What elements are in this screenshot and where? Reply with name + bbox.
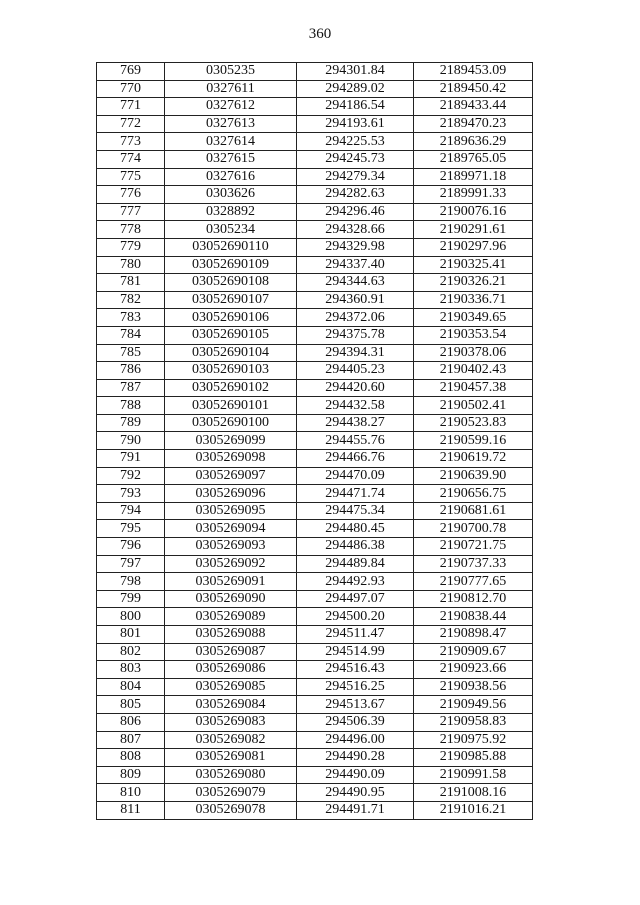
table-row [97,749,533,767]
y-coordinate-cell: 2189453.09 [414,63,533,81]
point-id-cell: 03052690105 [165,326,297,344]
point-number-cell: 807 [97,731,165,749]
x-coordinate-cell: 294516.25 [297,678,414,696]
point-number-cell: 786 [97,362,165,380]
point-number-cell: 804 [97,678,165,696]
point-number-cell: 793 [97,485,165,503]
table-row [97,397,533,415]
y-coordinate-cell: 2190777.65 [414,573,533,591]
point-id-cell: 03052690102 [165,379,297,397]
y-coordinate-cell: 2189450.42 [414,80,533,98]
table-row [97,467,533,485]
y-coordinate-cell: 2190737.33 [414,555,533,573]
x-coordinate-cell: 294328.66 [297,221,414,239]
x-coordinate-cell: 294514.99 [297,643,414,661]
y-coordinate-cell: 2190923.66 [414,661,533,679]
table-row [97,203,533,221]
y-coordinate-cell: 2189991.33 [414,186,533,204]
y-coordinate-cell: 2190599.16 [414,432,533,450]
x-coordinate-cell: 294486.38 [297,538,414,556]
point-number-cell: 778 [97,221,165,239]
y-coordinate-cell: 2190938.56 [414,678,533,696]
table-row [97,678,533,696]
table-row [97,274,533,292]
x-coordinate-cell: 294496.00 [297,731,414,749]
table-row [97,379,533,397]
point-number-cell: 788 [97,397,165,415]
table-row [97,168,533,186]
point-id-cell: 0327615 [165,150,297,168]
point-number-cell: 784 [97,326,165,344]
point-id-cell: 0305269082 [165,731,297,749]
point-id-cell: 0305234 [165,221,297,239]
y-coordinate-cell: 2190681.61 [414,502,533,520]
table-row [97,766,533,784]
point-id-cell: 0327612 [165,98,297,116]
x-coordinate-cell: 294506.39 [297,713,414,731]
y-coordinate-cell: 2190985.88 [414,749,533,767]
y-coordinate-cell: 2190336.71 [414,291,533,309]
x-coordinate-cell: 294516.43 [297,661,414,679]
y-coordinate-cell: 2190402.43 [414,362,533,380]
x-coordinate-cell: 294470.09 [297,467,414,485]
table-row [97,555,533,573]
y-coordinate-cell: 2190349.65 [414,309,533,327]
point-number-cell: 799 [97,590,165,608]
y-coordinate-cell: 2190975.92 [414,731,533,749]
point-id-cell: 0327613 [165,115,297,133]
x-coordinate-cell: 294491.71 [297,801,414,819]
y-coordinate-cell: 2189433.44 [414,98,533,116]
table-row [97,291,533,309]
table-row [97,731,533,749]
point-number-cell: 772 [97,115,165,133]
point-number-cell: 787 [97,379,165,397]
point-id-cell: 0305269091 [165,573,297,591]
table-row [97,502,533,520]
point-number-cell: 775 [97,168,165,186]
table-row [97,326,533,344]
table-row [97,221,533,239]
point-number-cell: 796 [97,538,165,556]
point-number-cell: 782 [97,291,165,309]
y-coordinate-cell: 2190700.78 [414,520,533,538]
x-coordinate-cell: 294471.74 [297,485,414,503]
x-coordinate-cell: 294372.06 [297,309,414,327]
table-row [97,590,533,608]
table-row [97,432,533,450]
point-number-cell: 790 [97,432,165,450]
point-id-cell: 0305269095 [165,502,297,520]
table-row [97,115,533,133]
table-row [97,450,533,468]
table-row [97,309,533,327]
coordinates-table [96,62,533,820]
point-number-cell: 806 [97,713,165,731]
y-coordinate-cell: 2190619.72 [414,450,533,468]
y-coordinate-cell: 2190639.90 [414,467,533,485]
y-coordinate-cell: 2190991.58 [414,766,533,784]
table-row [97,573,533,591]
point-number-cell: 769 [97,63,165,81]
y-coordinate-cell: 2189765.05 [414,150,533,168]
point-number-cell: 795 [97,520,165,538]
x-coordinate-cell: 294455.76 [297,432,414,450]
point-id-cell: 0305269092 [165,555,297,573]
y-coordinate-cell: 2190076.16 [414,203,533,221]
x-coordinate-cell: 294282.63 [297,186,414,204]
y-coordinate-cell: 2190325.41 [414,256,533,274]
point-id-cell: 0305269088 [165,626,297,644]
x-coordinate-cell: 294301.84 [297,63,414,81]
point-id-cell: 0305235 [165,63,297,81]
table-row [97,362,533,380]
table-row [97,150,533,168]
table-row [97,98,533,116]
x-coordinate-cell: 294329.98 [297,238,414,256]
x-coordinate-cell: 294513.67 [297,696,414,714]
x-coordinate-cell: 294480.45 [297,520,414,538]
point-number-cell: 789 [97,414,165,432]
y-coordinate-cell: 2190378.06 [414,344,533,362]
point-id-cell: 0303626 [165,186,297,204]
x-coordinate-cell: 294360.91 [297,291,414,309]
y-coordinate-cell: 2190958.83 [414,713,533,731]
table-row [97,80,533,98]
point-number-cell: 776 [97,186,165,204]
table-row [97,186,533,204]
point-id-cell: 0327614 [165,133,297,151]
x-coordinate-cell: 294497.07 [297,590,414,608]
x-coordinate-cell: 294490.95 [297,784,414,802]
point-id-cell: 03052690109 [165,256,297,274]
point-id-cell: 03052690106 [165,309,297,327]
table-row [97,643,533,661]
y-coordinate-cell: 2189470.23 [414,115,533,133]
point-id-cell: 03052690108 [165,274,297,292]
table-row [97,784,533,802]
x-coordinate-cell: 294337.40 [297,256,414,274]
point-id-cell: 03052690101 [165,397,297,415]
y-coordinate-cell: 2191008.16 [414,784,533,802]
point-id-cell: 0327611 [165,80,297,98]
table-row [97,661,533,679]
point-id-cell: 0305269093 [165,538,297,556]
point-id-cell: 0305269079 [165,784,297,802]
point-number-cell: 811 [97,801,165,819]
x-coordinate-cell: 294420.60 [297,379,414,397]
point-number-cell: 783 [97,309,165,327]
point-number-cell: 785 [97,344,165,362]
x-coordinate-cell: 294432.58 [297,397,414,415]
point-number-cell: 791 [97,450,165,468]
point-id-cell: 0305269089 [165,608,297,626]
point-number-cell: 781 [97,274,165,292]
x-coordinate-cell: 294375.78 [297,326,414,344]
point-id-cell: 0305269094 [165,520,297,538]
table-row [97,238,533,256]
point-number-cell: 774 [97,150,165,168]
point-id-cell: 0305269098 [165,450,297,468]
y-coordinate-cell: 2190656.75 [414,485,533,503]
point-id-cell: 0305269083 [165,713,297,731]
point-number-cell: 771 [97,98,165,116]
point-number-cell: 773 [97,133,165,151]
y-coordinate-cell: 2191016.21 [414,801,533,819]
y-coordinate-cell: 2190326.21 [414,274,533,292]
page-number: 360 [308,26,332,42]
point-number-cell: 797 [97,555,165,573]
point-number-cell: 780 [97,256,165,274]
x-coordinate-cell: 294466.76 [297,450,414,468]
x-coordinate-cell: 294489.84 [297,555,414,573]
table-row [97,801,533,819]
point-id-cell: 0305269097 [165,467,297,485]
table-row [97,133,533,151]
point-id-cell: 0328892 [165,203,297,221]
y-coordinate-cell: 2190353.54 [414,326,533,344]
point-number-cell: 809 [97,766,165,784]
table-row [97,344,533,362]
point-number-cell: 792 [97,467,165,485]
x-coordinate-cell: 294511.47 [297,626,414,644]
point-id-cell: 0305269081 [165,749,297,767]
point-id-cell: 03052690100 [165,414,297,432]
table-row [97,713,533,731]
x-coordinate-cell: 294394.31 [297,344,414,362]
y-coordinate-cell: 2190721.75 [414,538,533,556]
y-coordinate-cell: 2190502.41 [414,397,533,415]
x-coordinate-cell: 294225.53 [297,133,414,151]
table-row [97,485,533,503]
y-coordinate-cell: 2190909.67 [414,643,533,661]
x-coordinate-cell: 294279.34 [297,168,414,186]
x-coordinate-cell: 294438.27 [297,414,414,432]
y-coordinate-cell: 2189636.29 [414,133,533,151]
x-coordinate-cell: 294490.09 [297,766,414,784]
table-row [97,256,533,274]
table-row [97,696,533,714]
point-number-cell: 777 [97,203,165,221]
y-coordinate-cell: 2190949.56 [414,696,533,714]
table-row [97,63,533,81]
y-coordinate-cell: 2190523.83 [414,414,533,432]
point-id-cell: 0305269084 [165,696,297,714]
point-number-cell: 801 [97,626,165,644]
point-number-cell: 794 [97,502,165,520]
table-row [97,608,533,626]
point-number-cell: 803 [97,661,165,679]
table-row [97,414,533,432]
point-id-cell: 0305269090 [165,590,297,608]
point-id-cell: 0305269080 [165,766,297,784]
point-number-cell: 802 [97,643,165,661]
point-id-cell: 0305269078 [165,801,297,819]
table-row [97,520,533,538]
table-row [97,626,533,644]
point-id-cell: 03052690103 [165,362,297,380]
point-id-cell: 0327616 [165,168,297,186]
point-number-cell: 800 [97,608,165,626]
x-coordinate-cell: 294344.63 [297,274,414,292]
table-row [97,538,533,556]
point-id-cell: 0305269099 [165,432,297,450]
x-coordinate-cell: 294186.54 [297,98,414,116]
point-id-cell: 0305269087 [165,643,297,661]
x-coordinate-cell: 294245.73 [297,150,414,168]
y-coordinate-cell: 2190297.96 [414,238,533,256]
x-coordinate-cell: 294193.61 [297,115,414,133]
point-number-cell: 779 [97,238,165,256]
point-number-cell: 805 [97,696,165,714]
y-coordinate-cell: 2190291.61 [414,221,533,239]
x-coordinate-cell: 294405.23 [297,362,414,380]
point-id-cell: 0305269086 [165,661,297,679]
point-id-cell: 0305269085 [165,678,297,696]
x-coordinate-cell: 294475.34 [297,502,414,520]
point-id-cell: 03052690104 [165,344,297,362]
point-number-cell: 808 [97,749,165,767]
point-number-cell: 810 [97,784,165,802]
y-coordinate-cell: 2190457.38 [414,379,533,397]
y-coordinate-cell: 2189971.18 [414,168,533,186]
y-coordinate-cell: 2190812.70 [414,590,533,608]
y-coordinate-cell: 2190898.47 [414,626,533,644]
x-coordinate-cell: 294500.20 [297,608,414,626]
point-number-cell: 798 [97,573,165,591]
coordinates-table-body [97,63,533,820]
x-coordinate-cell: 294289.02 [297,80,414,98]
x-coordinate-cell: 294296.46 [297,203,414,221]
y-coordinate-cell: 2190838.44 [414,608,533,626]
point-number-cell: 770 [97,80,165,98]
point-id-cell: 03052690107 [165,291,297,309]
point-id-cell: 03052690110 [165,238,297,256]
x-coordinate-cell: 294490.28 [297,749,414,767]
point-id-cell: 0305269096 [165,485,297,503]
x-coordinate-cell: 294492.93 [297,573,414,591]
